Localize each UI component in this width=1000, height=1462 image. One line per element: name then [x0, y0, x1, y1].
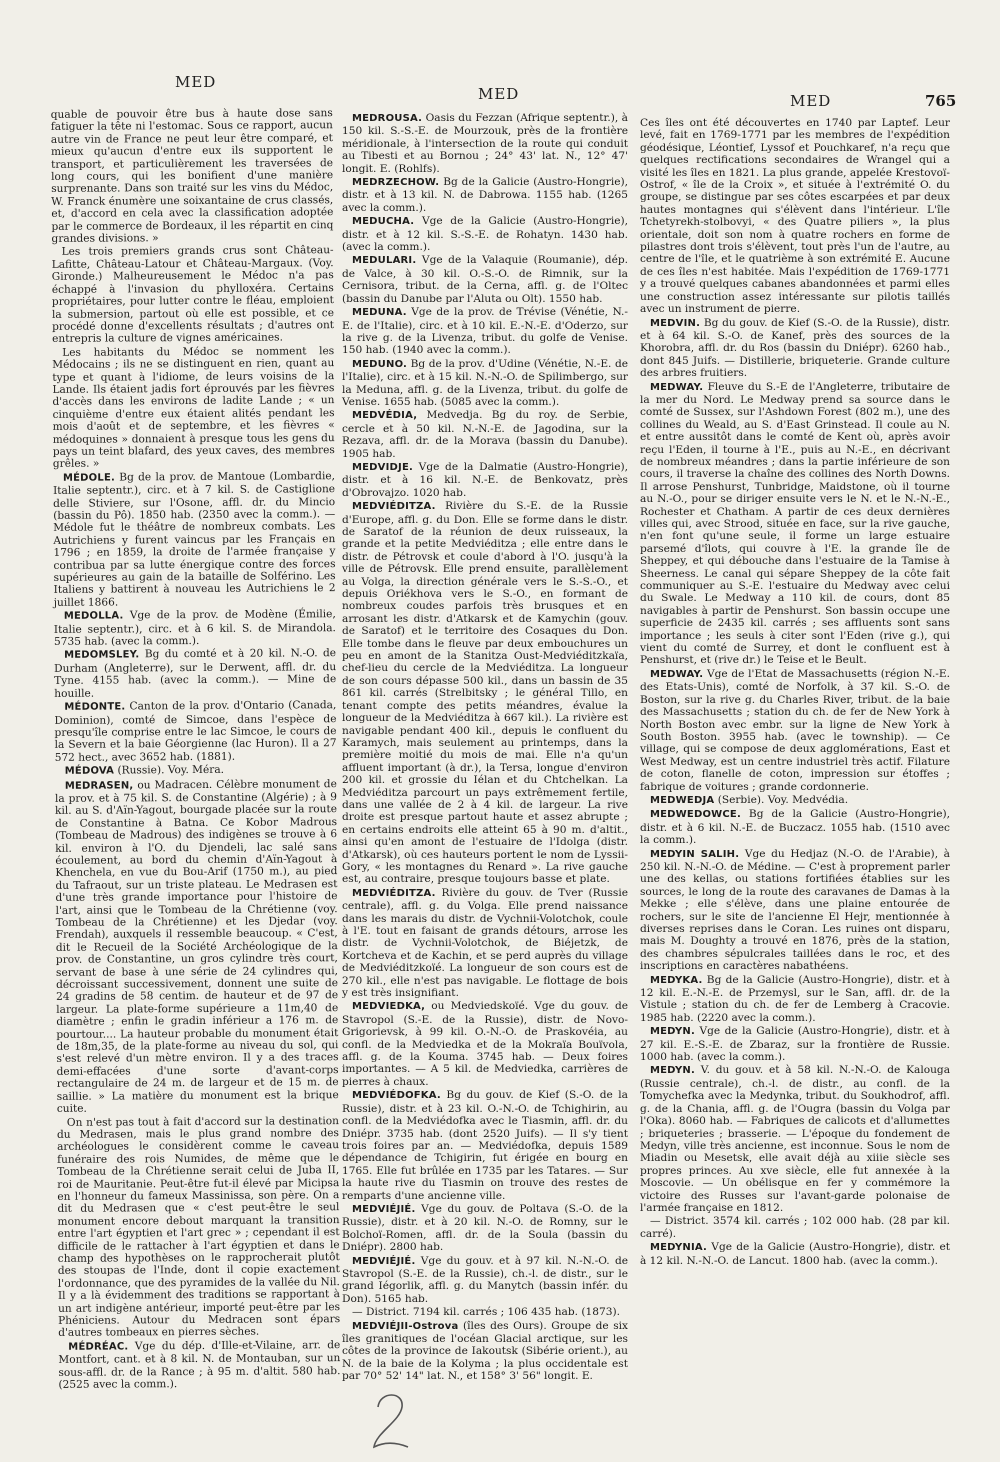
dictionary-entry	[342, 1000, 628, 1088]
entry-text: Vge du dép. d'Ille-et-Vilaine, arr. de Montfort, cant. et à 8 kil. N. de Montauban, sur un sous-affl. dr. de la Rance ; à 95 m. d'altit. 580 hab. (2525 avec la comm.).	[58, 1338, 341, 1391]
entry-text: Vge de la Galicie (Austro-Hongrie), distr. et à 12 kil. S.-S.-E. de Rohatyn. 1430 hab. (avec la comm.).	[342, 215, 628, 254]
dictionary-entry	[640, 317, 950, 380]
dictionary-entry	[640, 668, 950, 793]
entry-text: Bg de la prov. d'Udine (Vénétie, N.-E. de l'Italie), circ. et à 15 kil. N.-N.-O. de Spilimbergo, sur la Meduna, affl. g. de la Livenza, tribut. du golfe de Venise. 1655 hab. (5085 avec la comm.).	[342, 357, 628, 408]
entry-headword: MEDUNA.	[352, 307, 407, 319]
entry-text: Vge de la Galicie (Austro-Hongrie), distr. et à 12 kil. N.-N.-O. de Lancut. 1800 hab. (avec la comm.).	[640, 1241, 950, 1267]
entry-text: Vge du Hedjaz (N.-O. de l'Arabie), à 250 kil. N.-N.-O. de Médine. — C'est à proprement parler une des kellas, ou stations fortifiées établies sur les sources, le long de la route des caravanes de Damas à la Mekke ; elle s'élève, dans une plaine entourée de rochers, sur le site de l'ancienne El Hejr, mentionnée à diverses reprises dans le Coran. Les ruines ont disparu, mais M. Doughty a trouvé en 1876, près de la station, des chambres sépulcrales taillées dans le roc, et des inscriptions en caractères nabathéens.	[640, 847, 950, 973]
dictionary-entry	[640, 381, 950, 667]
entry-text: Bg du comté et à 20 kil. N.-O. de Durham (Angleterre), sur le Derwent, affl. dr. du Tyne. 4155 hab. (avec la comm.). — Mine de houille.	[54, 647, 337, 700]
entry-text: Bg du gouv. de Kief (S.-O. de la Russie), distr. et à 23 kil. O.-N.-O. de Tchighirin, au confl. de la Medviédofka avec le Tiasmin, affl. dr. du Dniépr. 3735 hab. (dont 2520 Juifs). — Il s'y tient trois foires par an. — Medviédofka, depuis 1589 dépendance de Tchigirin, fut érigée en bourg en 1765. Elle fut brûlée en 1735 par les Tatares. — Sur la haute rive du Tiasmin on trouve des restes de remparts d'une ancienne ville.	[342, 1089, 628, 1202]
entry-text: Bg de la prov. de Mantoue (Lombardie, Italie septentr.), circ. et à 7 kil. S. de Castiglione delle Stiviere, sur l'Osone, affl. dr. du Mincio (bassin du Pô). 1850 hab. (2350 avec la comm.). — Médole fut le théâtre de nombreux combats. Les Autrichiens y furent vaincus par les Français en 1796 ; en 1859, la droite de l'armée française y contribua par sa lutte énergique contre des forces supérieures au gain de la bataille de Solférino. Les Italiens y battirent à nouveau les Autrichiens le 2 juillet 1866.	[53, 469, 336, 609]
entry-paragraph	[52, 345, 335, 471]
column-1	[50, 107, 341, 1391]
entry-text: Bg de la Galicie (Austro-Hongrie), distr. et à 12 kil. E.-N.-E. de Przemysl, sur le San, affl. dr. de la Vistule ; station du ch. de fer de Lemberg à Cracovie. 1985 hab. (2220 avec la comm.).	[640, 973, 950, 1024]
entry-text: (Russie). Voy. Méra.	[117, 763, 225, 777]
entry-headword: MÉDONTE.	[64, 701, 126, 713]
entry-text: Les trois premiers grands crus sont Château-Lafitte, Château-Latour et Château-Margaux. (Voy. Gironde.) Malheureusement le Médoc n'a pas échappé à l'invasion du phylloxéra. Certains propriétaires, pour lutter contre le fléau, emploient la submersion, partout où elle est possible, et ce procédé donne d'excellents résultats ; d'autres ont entrepris la culture de vignes américaines.	[51, 244, 335, 346]
dictionary-entry	[342, 1320, 628, 1383]
dictionary-entry	[640, 1064, 950, 1214]
dictionary-entry	[342, 112, 628, 175]
entry-text: On n'est pas tout à fait d'accord sur la destination du Medrasen, mais le plus grand nombre des archéologues le considèrent comme le caveau funéraire des rois Numides, de même que le Tombeau de la Chrétienne serait celui de Juba II, roi de Mauritanie. Peut-être fut-il élevé par Micipsa en l'honneur du fameux Massinissa, son père. On a dit du Medrasen que « c'est peut-être le seul monument encore debout marquant la transition entre l'art égyptien et l'art grec » ; cependant il est difficile de le rattacher à l'art égyptien et dans le champ des hypothèses on le rapprocherait plutôt des stoupas de l'Inde, dont il copie exactement l'ordonnance, que des pyramides de la vallée du Nil. Il y a là évidemment des traditions se rapportant à un art indigène antérieur, importé peut-être par les Phéniciens. Autour du Medracen sont épars d'autres tombeaux en pierres sèches.	[56, 1114, 341, 1340]
entry-text: ou Madracen. Célèbre monument de la prov. et à 75 kil. S. de Constantine (Algérie) ; à 9 kil. au S. d'Aïn-Yagout, bourgade placée sur la route de Constantine à Batna. Ce Kobor Madrous (Tombeau de Madrous) des indigènes se trouve à 6 kil. environ à l'O. du Djendeli, lac salé sans écoulement, au bord du chemin d'Aïn-Yagout à Khenchela, en vue du Bou-Arif (1750 m.), au pied du Tafraout, sur un triste plateau. Le Medrasen est d'une très grande importance pour l'histoire de l'art, ainsi que le Tombeau de la Chrétienne (voy. Tombeau de la Chrétienne) et les Djedar (voy. Frendah), auxquels il ressemble beaucoup. « C'est, dit le Recueil de la Société Archéologique de la prov. de Constantine, un gros cylindre très court, servant de base à une série de 24 cylindres qui, décroissant successivement, donnent une suite de 24 gradins de 58 centim. de hauteur et de 97 de largeur. La plate-forme supérieure a 11m,40 de diamètre ; enfin le gradin inférieur a 176 m. de pourtour.... La hauteur probable du monument était de 18m,35, de la plate-forme au niveau du sol, qui s'est relevé d'un mètre environ. Il y a des traces demi-effacées d'une sorte d'avant-corps rectangulaire de 24 m. de largeur et de 15 m. de saillie. » La matière du monument est la brique cuite.	[54, 777, 339, 1115]
dictionary-entry	[342, 887, 628, 1000]
entry-headword: MEDRASEN,	[64, 779, 134, 792]
entry-text: Rivière du S.-E. de la Russie d'Europe, affl. g. du Don. Elle se forme dans le distr. de Saratof de la réunion de deux ruisseaux, la grande et la petite Medviéditza ; elle entre dans le distr. de Pétrovsk et coule d'abord à l'O. jusqu'à la ville de Pétrovsk. Elle prend ensuite, parallèlement au Volga, la direction générale vers le S.-S.-O., et depuis Oriékhova vers le S.-O., en formant de nombreux coudes parfois très brusques et en arrosant les distr. d'Atkarsk et de Kamychin (gouv. de Saratof) et le territoire des Cosaques du Don. Elle tombe dans le fleuve par deux embouchures un peu en amont de la Stanitza Oust-Medviéditzkaïa, chef-lieu du cercle de la Medviéditza. La longueur de son cours dépasse 500 kil., dans un bassin de 35 861 kil. carrés (Strelbitsky ; le général Tillo, en tenant compte des petits méandres, évalue la longueur de la Medviéditza à 667 kil.). La rivière est navigable pendant 400 kil., depuis le confluent du Karamych, mais seulement au printemps, dans la première moitié du mois de mai. Elle n'a qu'un affluent important (à dr.), la Tersa, longue d'environ 200 kil. et grossie du Iélan et du Chtchelkan. La Medviéditza parcourt un pays extrêmement fertile, dans une vallée de 2 à 4 kil. de largeur. La rive droite est presque partout haute et assez abrupte ; en certains endroits elle atteint 65 à 90 m. d'altit., ainsi qu'en amont de l'estuaire de l'Idolga (distr. d'Atkarsk), où ces hauteurs portent le nom de Lyssii-Gory, « les montagnes du Renard ». La rive gauche est, au contraire, presque toujours basse et plate.	[342, 500, 628, 886]
dictionary-entry	[342, 500, 628, 886]
dictionary-entry	[53, 470, 336, 609]
entry-headword: MEDVIÉJII-Ostrova	[352, 1320, 459, 1332]
entry-headword: MEDYN.	[650, 1065, 695, 1077]
entry-headword: MEDVIDJE.	[352, 461, 413, 473]
column-3	[640, 117, 950, 1372]
entry-headword: MÉDOVA	[64, 765, 115, 777]
dictionary-entry	[640, 1241, 950, 1267]
entry-paragraph	[640, 117, 950, 316]
entry-headword: MEDVIÉDOFKA.	[352, 1090, 441, 1102]
entry-headword: MEDVIÉJIÉ.	[352, 1203, 416, 1215]
entry-text: Les habitants du Médoc se nomment les Médocains ; ils ne se distinguent en rien, quant au type et quant à l'idiome, de leurs voisins de la Lande. Ils étaient jadis fort éprouvés par les fièvres d'accès dans les environs de ladite Lande ; « un cinquième d'entre eux étaient alités pendant les mois d'août et de septembre, et les fièvres « médoquines » donnaient à presque tous les gens du pays un teint blafard, des yeux caves, des membres grêles. »	[52, 344, 335, 471]
entry-headword: MEDOLLA.	[63, 610, 124, 623]
entry-paragraph	[640, 1215, 950, 1240]
entry-paragraph	[342, 1306, 628, 1318]
entry-text: Vge de la Dalmatie (Austro-Hongrie), distr. et à 16 kil. N.-E. de Benkovatz, près d'Obrovajzo. 1020 hab.	[342, 460, 628, 499]
entry-text: Bg du gouv. de Kief (S.-O. de la Russie), distr. et à 64 kil. S.-O. de Kanef, près des sources de la Khorobra, affl. dr. du Ros (bassin du Dniépr). 6260 hab., dont 845 Juifs. — Distillerie, briqueterie. Grande culture des arbres fruitiers.	[640, 316, 950, 380]
entry-text: Vge de l'Etat de Massachusetts (région N.-E. des Etats-Unis), comté de Norfolk, à 37 kil. S.-O. de Boston, sur la rive g. du Charles River, tribut. de la baie des Massachusetts ; station du ch. de fer de New York à North Boston avec embr. sur la ligne de New York à South Boston. 3955 hab. (avec le township). — Ce village, qui se compose de deux agglomérations, East et West Medway, est un centre industriel très actif. Filature de coton, flanelle de coton, impression sur étoffes ; fabrique de voitures ; grande cordonnerie.	[640, 667, 950, 793]
dictionary-entry	[640, 1025, 950, 1063]
entry-headword: MEDRZECHOW.	[352, 177, 440, 189]
entry-text: Vge de la prov. de Modène (Émilie, Italie septentr.), circ. et à 6 kil. S. de Mirandola. 5735 hab. (avec la comm.).	[53, 608, 336, 648]
entry-text: ou Medviedskoïé. Vge du gouv. de Stavropol (S.-E. de la Russie), distr. de Novo-Grigorievsk, à 99 kil. O.-N.-O. de Praskovéia, au confl. de la Medviedka et de la Mokraïa Bouïvola, affl. g. de la Kouma. 3745 hab. — Deux foires importantes. — A 5 kil. de Medviedka, carrières de pierres à chaux.	[342, 1000, 628, 1088]
dictionary-entry	[342, 358, 628, 409]
entry-text: V. du gouv. et à 58 kil. N.-N.-O. de Kalouga (Russie centrale), ch.-l. de distr., au confl. de la Tomychefka avec la Medynka, tribut. du Soukhodrof, affl. g. de la Chania, affl. g. de l'Ougra (bassin du Volga par l'Oka). 8060 hab. — Fabriques de calicots et d'allumettes ; briqueteries ; brasserie. — L'époque du fondement de Medyn, ville très ancienne, est inconnue. Sous le nom de Miadin ou Mesetsk, elle avait déjà au xiiie siècle ses propres princes. Au xve siècle, elle fut annexée à la Moscovie. — Un obélisque en fer y commémore la victoire des Russes sur l'avant-garde polonaise de l'armée française en 1812.	[640, 1064, 951, 1214]
entry-text: (Serbie). Voy. Medvédia.	[717, 793, 849, 806]
entry-text: quable de pouvoir être bus à haute dose sans fatiguer la tête ni l'estomac. Sous ce rapport, aucun autre vin de France ne peut leur être comparé, et mieux qu'aucun d'entre eux ils supportent le transport, et particulièrement les traversées de long cours, qui les bonifient d'une manière surprenante. Dans son traité sur les vins du Médoc, W. Franck énumère une soixantaine de crus classés, et, d'accord en cela avec la classification adoptée par le commerce de Bordeaux, il les répartit en cinq grandes divisions. »	[50, 107, 334, 245]
entry-text: Vge de la prov. de Trévise (Vénétie, N.-E. de l'Italie), circ. et à 10 kil. E.-N.-E. d'Oderzo, sur la rive g. de la Livenza, tribut. du golfe de Venise. 150 hab. (1940 avec la comm.).	[342, 306, 628, 357]
dictionary-entry	[54, 608, 336, 648]
entry-text: Ces îles ont été découvertes en 1740 par Laptef. Leur levé, fait en 1769-1771 par les membres de l'expédition géodésique, Léontief, Lyssof et Pouchkaref, n'a reçu que quelques rectifications secondaires de Wrangel qui a visité les îles en 1821. La plus grande, appelée Krestovoï-Ostrof, « île de la Croix », et située à l'extrémité O. du groupe, se distingue par ses côtes escarpées et par deux hautes montagnes qui s'élèvent dans l'intérieur. L'île Tchetyrekh-stolbovyi, « des Quatre piliers », la plus orientale, doit son nom à quatre rochers en forme de pilastres dont trois s'élèvent, tout près l'un de l'autre, au centre de l'île, et le quatrième à son extrémité E. Aucune de ces îles n'est habitée. Mais l'expédition de 1769-1771 y a trouvé quelques cabanes abandonnées et parmi elles une construction assez intéressante sur pilotis taillés avec un instrument de pierre.	[640, 117, 950, 316]
dictionary-entry	[342, 1255, 628, 1306]
entry-headword: MEDYNIA.	[650, 1242, 708, 1254]
entry-headword: MÉDOLE.	[62, 472, 116, 484]
dictionary-entry	[54, 648, 336, 700]
entry-paragraph	[51, 107, 334, 245]
entry-headword: MEDVÉDIA,	[352, 410, 418, 422]
entry-headword: MEDUCHA.	[352, 216, 415, 228]
entry-headword: MEDYKA.	[650, 974, 703, 986]
dictionary-entry	[640, 794, 950, 807]
entry-headword: MEDVIÉJIÉ.	[352, 1255, 416, 1267]
running-head-center: MED	[478, 85, 520, 103]
entry-text: Canton de la prov. d'Ontario (Canada, Dominion), comté de Simcoe, dans l'espèce de presqu'île comprise entre le lac Simcoe, le cours de la Severn et la baie Géorgienne (lac Huron). Il a 27 572 hect., avec 3652 hab. (1881).	[54, 699, 337, 764]
dictionary-entry	[342, 215, 628, 253]
entry-text: Vge de la Valaquie (Roumanie), dép. de Valce, à 30 kil. O.-S.-O. de Rimnik, sur la Cernisora, tribut. de la Cerna, affl. g. de l'Oltec (bassin du Danube par l'Aluta ou Olt). 1550 hab.	[342, 254, 629, 305]
entry-headword: MEDVIEDKA,	[352, 1001, 426, 1013]
dictionary-entry	[55, 763, 337, 778]
entry-text: Bg de la Galicie (Austro-Hongrie), distr. et à 13 kil. N. de Dabrowa. 1155 hab. (1265 avec la comm.).	[342, 176, 629, 214]
entry-text: Bg de la Galicie (Austro-Hongrie), distr. et à 6 kil. N.-E. de Buczacz. 1055 hab. (1510 avec la comm.).	[640, 808, 950, 847]
entry-headword: MEDOMSLEY.	[64, 649, 140, 662]
entry-headword: MEDWEDOWCE.	[650, 809, 741, 821]
dictionary-entry	[342, 1089, 628, 1202]
dictionary-entry	[342, 176, 628, 214]
entry-headword: MEDVIÉDITZA.	[352, 501, 436, 513]
entry-headword: MEDROUSA.	[352, 113, 423, 124]
entry-headword: MEDWEDJA	[650, 794, 715, 806]
dictionary-entry	[342, 254, 628, 305]
entry-headword: MEDYN.	[650, 1026, 695, 1038]
dictionary-entry	[342, 306, 628, 357]
entry-headword: MEDWAY.	[650, 668, 704, 680]
dictionary-entry	[55, 778, 339, 1116]
entry-headword: MEDVIN.	[650, 317, 701, 329]
entry-text: Rivière du gouv. de Tver (Russie centrale), affl. g. du Volga. Elle prend naissance dans les marais du distr. de Vychnii-Volotchok, coule à l'E. tout en faisant de grands détours, arrose les distr. de Vychnii-Volotchok, de Biéjetzk, de Kortcheva et de Kachin, et se perd auprès du village de Medviéditzkoïé. La longueur de son cours est de 270 kil., elle n'est pas navigable. Le flottage de bois y est très insignifiant.	[342, 886, 628, 1000]
dictionary-entry	[342, 409, 628, 460]
dictionary-entry	[342, 461, 628, 499]
entry-headword: MEDYIN SALIH.	[650, 848, 740, 860]
running-head-right: MED	[790, 92, 832, 110]
entry-text: — District. 7194 kil. carrés ; 106 435 hab. (1873).	[352, 1306, 620, 1319]
dictionary-entry	[58, 1339, 340, 1391]
entry-paragraph	[57, 1115, 340, 1340]
entry-text: Oasis du Fezzan (Afrique septentr.), à 150 kil. S.-S.-E. de Mourzouk, près de la frontière méridionale, à l'intersection de la route qui conduit au Tibesti et au Bornou ; 24° 43' lat. N., 12° 47' longit. E. (Rohlfs).	[342, 112, 628, 175]
entry-text: Medvedja. Bg du roy. de Serbie, cercle et à 50 kil. N.-N.-E. de Jagodina, sur la Rezava, affl. dr. de la Morava (bassin du Danube). 1905 hab.	[342, 409, 629, 460]
dictionary-entry	[640, 848, 950, 973]
entry-text: Vge du gouv. et à 97 kil. N.-N.-O. de Stavropol (S.-E. de la Russie), ch.-l. de distr., sur le grand Iégorlik, affl. g. du Manytch (bassin infér. du Don). 5165 hab.	[342, 1254, 628, 1305]
entry-text: Fleuve du S.-E de l'Angleterre, tributaire de la mer du Nord. Le Medway prend sa source dans le comté de Sussex, sur l'Ashdown Forest (802 m.), une des collines du Weald, au S. d'East Grinstead. Il coule au N. et entre aussitôt dans le comté de Kent où, après avoir reçu l'Eden, il tourne à l'E., puis au N.-E., en décrivant de nombreux méandres ; dans la partie inférieure de son cours, il traverse la chaîne des collines des North Downs. Il arrose Penshurst, Tunbridge, Maidstone, où il tourne au N.-O., pour se diriger ensuite vers le N. et le N.-N.-E., Rochester et Chatham. A partir de ces deux dernières villes qui, avec Strood, située en face, sur la rive gauche, n'en font qu'une seule, il forme un large estuaire parsemé d'îlots, qui couvre à l'E. la grande île de Sheppey, et qui débouche dans l'estuaire de la Tamise à Sheerness. Le canal qui sépare Sheppey de la côte fait communiquer au S.-E. l'estuaire du Medway avec celui du Swale. Le Medway a 110 kil. de cours, dont 85 navigables à partir de Penshurst. Son bassin occupe une superficie de 2435 kil. carrés ; ses affluents sont sans importance ; les seuls à citer sont l'Eden (rive g.), qui vient du comté de Surrey, et dont le confluent est à Penshurst, et (rive dr.) le Teise et le Beult.	[640, 380, 950, 667]
running-head-left: MED	[175, 73, 217, 91]
dictionary-entry	[640, 974, 950, 1025]
entry-headword: MEDWAY.	[650, 381, 704, 393]
entry-headword: MEDUNO.	[352, 358, 408, 370]
dictionary-entry	[54, 699, 336, 764]
entry-text: — District. 3574 kil. carrés ; 102 000 hab. (28 par kil. carré).	[640, 1215, 950, 1240]
entry-text: (îles des Ours). Groupe de six îles granitiques de l'océan Glacial arctique, sur les côtes de la province de Iakoutsk (Sibérie orient.), au N. de la baie de la Kolyma ; la plus occidentale est par 70° 52' 14" lat. N., et 158° 3' 56" longit. E.	[342, 1319, 628, 1383]
entry-headword: MEDVIÉDITZA.	[352, 887, 436, 899]
entry-headword: MEDULARI.	[352, 255, 417, 267]
column-2	[342, 112, 628, 1392]
entry-text: Vge de la Galicie (Austro-Hongrie), distr. et à 27 kil. E.-S.-E. de Zbaraz, sur la frontière de Russie. 1000 hab. (avec la comm.).	[640, 1025, 950, 1064]
page-number: 765	[925, 92, 957, 110]
dictionary-entry	[640, 808, 950, 846]
dictionary-entry	[342, 1203, 628, 1254]
entry-headword: MÉDRÉAC.	[68, 1341, 129, 1353]
entry-text: Vge du gouv. de Poltava (S.-O. de la Russie), distr. et à 20 kil. N.-O. de Romny, sur le Bolchoï-Romen, affl. dr. de la Soula (bassin du Dniépr). 2800 hab.	[342, 1202, 628, 1254]
handwritten-mark	[360, 1385, 420, 1455]
entry-paragraph	[52, 245, 335, 346]
